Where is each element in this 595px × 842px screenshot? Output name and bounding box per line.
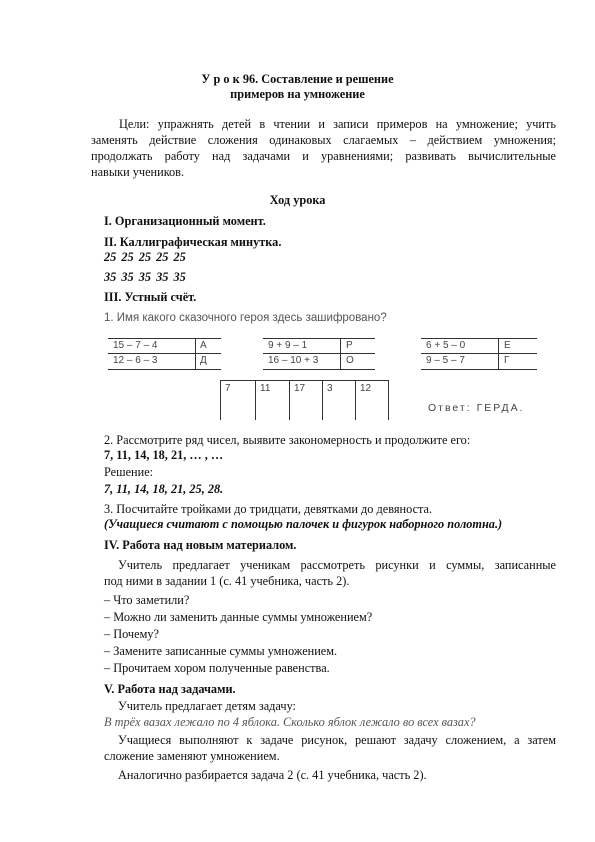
cipher-2-letter-1: Р (346, 340, 353, 351)
task-3-text: 3. Посчитайте тройками до тридцати, девятками до девяноста. (104, 502, 433, 516)
cipher-1-expr-2: 12 – 6 – 3 (113, 355, 158, 366)
cipher-1-letter-1: А (200, 340, 207, 351)
goals-line1: Цели: упражнять детей в чтении и записи примеров на умножение; учить (119, 117, 556, 131)
question-2: – Можно ли заменить данные суммы умножением? (104, 610, 373, 624)
calligraphy-row-1: 25 25 25 25 25 (104, 250, 186, 264)
new-material-line1: Учитель предлагает ученикам рассмотреть рисунки и суммы, записанные (118, 558, 556, 572)
goals-line2: заменять действие сложения одинаковых слагаемых – действием умножения; (91, 133, 556, 147)
new-material-line2: под ними в задании 1 (с. 41 учебника, часть 2). (104, 574, 350, 588)
cipher-3-letter-1: Е (504, 340, 511, 351)
task-2-text: 2. Рассмотрите ряд чисел, выявите закономерность и продолжите его: (104, 433, 471, 447)
cipher-answer: Ответ: ГЕРДА. (428, 402, 525, 414)
task-2-solution-label: Решение: (104, 465, 154, 479)
problems-line4: сложение заменяют умножением. (104, 749, 280, 763)
cipher-3-expr-1: 6 + 5 – 0 (426, 340, 466, 351)
cipher-number-4: 3 (327, 383, 333, 394)
question-4: – Замените записанные суммы умножением. (104, 644, 338, 658)
lesson-heading: Ход урока (269, 193, 326, 207)
question-1: – Что заметили? (104, 593, 190, 607)
lesson-title-line1: У р о к 96. Составление и решение (201, 72, 394, 86)
cipher-3-expr-2: 9 – 5 – 7 (426, 355, 465, 366)
section-5-heading: V. Работа над задачами. (104, 682, 236, 696)
section-4-heading: IV. Работа над новым материалом. (104, 538, 297, 552)
cipher-number-5: 12 (360, 383, 372, 394)
lesson-title-line2: примеров на умножение (230, 87, 365, 101)
cipher-number-2: 11 (260, 383, 271, 394)
goals-line4: навыки учеников. (91, 165, 185, 179)
cipher-2-expr-1: 9 + 9 – 1 (268, 340, 308, 351)
task-2-solution: 7, 11, 14, 18, 21, 25, 28. (104, 482, 224, 496)
goals-line3: продолжать работу над задачами и уравнениями; развивать вычислительные (91, 149, 556, 163)
problems-line1: Учитель предлагает детям задачу: (118, 699, 296, 713)
cipher-2-expr-2: 16 – 10 + 3 (268, 355, 319, 366)
cipher-1-letter-2: Д (200, 355, 207, 366)
calligraphy-row-2: 35 35 35 35 35 (104, 270, 186, 284)
question-3: – Почему? (104, 627, 159, 641)
cipher-2-letter-2: О (346, 355, 354, 366)
question-5: – Прочитаем хором полученные равенства. (104, 661, 330, 675)
cipher-number-1: 7 (225, 383, 231, 394)
cipher-number-3: 17 (294, 383, 306, 394)
problem-text: В трёх вазах лежало по 4 яблока. Сколько яблок лежало во всех вазах? (104, 715, 476, 729)
task-3-note: (Учащиеся считают с помощью палочек и фигурок наборного полотна.) (104, 517, 503, 531)
cipher-3-letter-2: Г (504, 355, 510, 366)
task-1-text: 1. Имя какого сказочного героя здесь зашифровано? (104, 312, 387, 324)
section-1-heading: I. Организационный момент. (104, 214, 266, 228)
problems-line3: Учащиеся выполняют к задаче рисунок, решают задачу сложением, а затем (118, 733, 556, 747)
cipher-1-expr-1: 15 – 7 – 4 (113, 340, 158, 351)
section-3-heading: III. Устный счёт. (104, 290, 197, 304)
task-2-sequence: 7, 11, 14, 18, 21, … , … (104, 448, 224, 462)
section-2-heading: II. Каллиграфическая минутка. (104, 235, 282, 249)
problems-line5: Аналогично разбирается задача 2 (с. 41 учебника, часть 2). (118, 768, 427, 782)
